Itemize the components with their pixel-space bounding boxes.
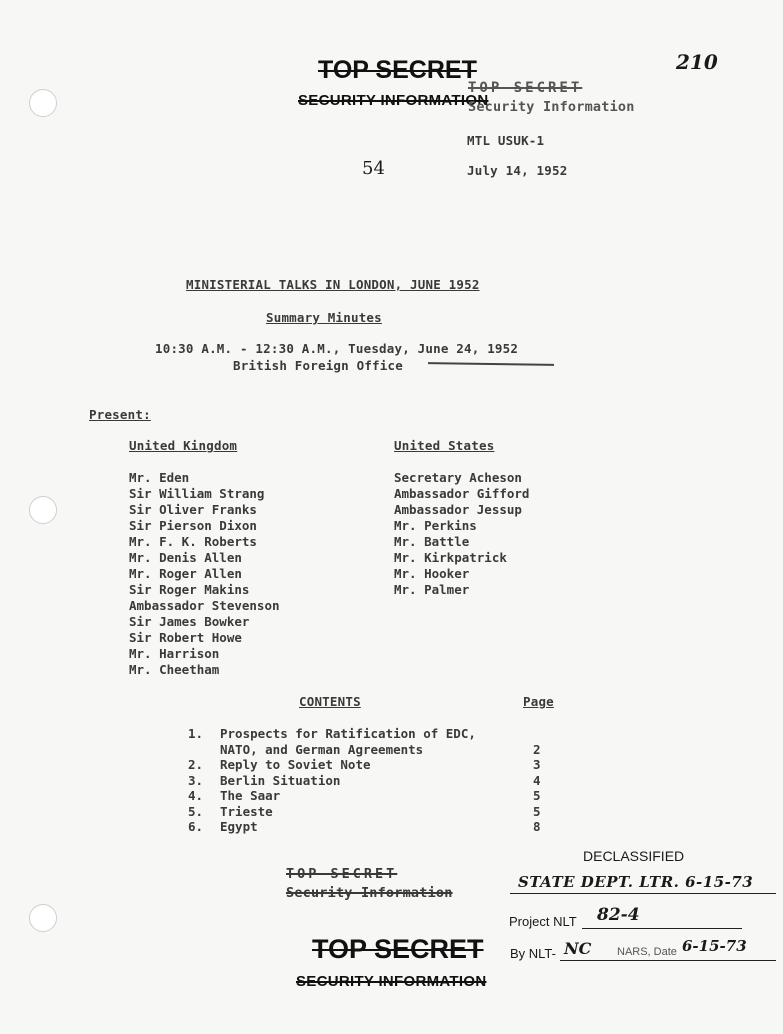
- us-heading: United States: [394, 438, 495, 453]
- attendee-name: Mr. Kirkpatrick: [394, 550, 507, 565]
- contents-item-title: The Saar: [220, 788, 281, 803]
- contents-item-page: 5: [533, 788, 541, 803]
- document-title: MINISTERIAL TALKS IN LONDON, JUNE 1952: [186, 277, 480, 292]
- attendee-name: Ambassador Stevenson: [129, 598, 280, 613]
- document-subtitle: Summary Minutes: [266, 310, 382, 325]
- security-information-stamp: SECURITY INFORMATION: [298, 92, 489, 109]
- by-value: NC: [564, 939, 592, 958]
- contents-item-title: Berlin Situation: [220, 772, 341, 788]
- contents-item-number: 2.: [188, 757, 204, 772]
- contents-item-title: Reply to Soviet Note: [220, 757, 371, 772]
- authority-rule: [510, 893, 776, 894]
- nars-date-label: NARS, Date: [617, 946, 677, 958]
- by-rule: [560, 960, 776, 961]
- project-label: Project NLT: [509, 914, 577, 929]
- contents-item-number: 1.: [188, 726, 204, 741]
- typed-security-information: Security Information: [468, 99, 635, 115]
- typed-top-secret: TOP SECRET: [468, 80, 583, 96]
- meeting-place: British Foreign Office: [233, 358, 403, 373]
- attendee-name: Mr. Perkins: [394, 518, 477, 533]
- by-label: By NLT-: [510, 946, 556, 961]
- attendee-name: Mr. Hooker: [394, 566, 470, 581]
- document-id: MTL USUK-1: [467, 133, 545, 148]
- attendee-name: Ambassador Gifford: [394, 486, 530, 501]
- contents-item-title: Trieste: [220, 803, 273, 819]
- contents-heading: CONTENTS: [299, 694, 361, 709]
- punch-hole: [29, 496, 57, 524]
- contents-item-page: 4: [533, 772, 541, 788]
- footer-security-stamp: SECURITY INFORMATION: [296, 973, 487, 990]
- attendee-name: Mr. Cheetham: [129, 662, 220, 677]
- contents-item-number: 6.: [188, 819, 204, 834]
- contents-item-number: 3.: [188, 772, 204, 788]
- attendee-name: Secretary Acheson: [394, 470, 522, 485]
- attendee-name: Mr. Denis Allen: [129, 550, 242, 565]
- present-label: Present:: [89, 407, 151, 422]
- attendee-name: Mr. F. K. Roberts: [129, 534, 257, 549]
- footer-typed-security: Security Information: [286, 885, 453, 901]
- contents-item-number: 4.: [188, 788, 204, 803]
- attendee-name: Mr. Eden: [129, 470, 190, 485]
- meeting-time: 10:30 A.M. - 12:30 A.M., Tuesday, June 24, 1952: [155, 341, 519, 356]
- date-value: 6-15-73: [682, 937, 747, 955]
- contents-item-title: Prospects for Ratification of EDC,: [220, 726, 476, 741]
- attendee-name: Mr. Harrison: [129, 646, 220, 661]
- punch-hole: [29, 904, 57, 932]
- handwritten-page-number: 210: [676, 50, 718, 74]
- uk-heading: United Kingdom: [129, 438, 238, 453]
- attendee-name: Sir James Bowker: [129, 614, 250, 629]
- contents-item-title-continued: NATO, and German Agreements: [220, 741, 424, 757]
- contents-item-page: 2: [533, 741, 541, 757]
- page-heading: Page: [523, 694, 554, 709]
- footer-typed-top-secret: TOP SECRET: [286, 866, 398, 882]
- attendee-name: Mr. Palmer: [394, 582, 470, 597]
- attendee-name: Ambassador Jessup: [394, 502, 522, 517]
- top-secret-stamp: TOP SECRET: [318, 56, 477, 84]
- declassified-title: DECLASSIFIED: [583, 848, 685, 864]
- document-date: July 14, 1952: [467, 163, 568, 178]
- contents-item-title: Egypt: [220, 819, 258, 834]
- project-rule: [582, 928, 742, 929]
- punch-hole: [29, 89, 57, 117]
- attendee-name: Sir William Strang: [129, 486, 265, 501]
- footer-top-secret-stamp: TOP SECRET: [312, 934, 484, 964]
- project-value: 82-4: [597, 905, 640, 925]
- attendee-name: Sir Robert Howe: [129, 630, 242, 645]
- contents-item-number: 5.: [188, 803, 204, 819]
- contents-item-page: 3: [533, 757, 541, 772]
- contents-item-page: 5: [533, 803, 541, 819]
- contents-item-page: 8: [533, 819, 541, 834]
- attendee-name: Sir Pierson Dixon: [129, 518, 257, 533]
- declassified-authority: STATE DEPT. LTR. 6-15-73: [518, 873, 754, 891]
- attendee-name: Sir Roger Makins: [129, 582, 250, 597]
- handwritten-underline: [428, 362, 554, 366]
- attendee-name: Sir Oliver Franks: [129, 502, 257, 517]
- handwritten-number: 54: [362, 158, 385, 179]
- attendee-name: Mr. Roger Allen: [129, 566, 242, 581]
- attendee-name: Mr. Battle: [394, 534, 470, 549]
